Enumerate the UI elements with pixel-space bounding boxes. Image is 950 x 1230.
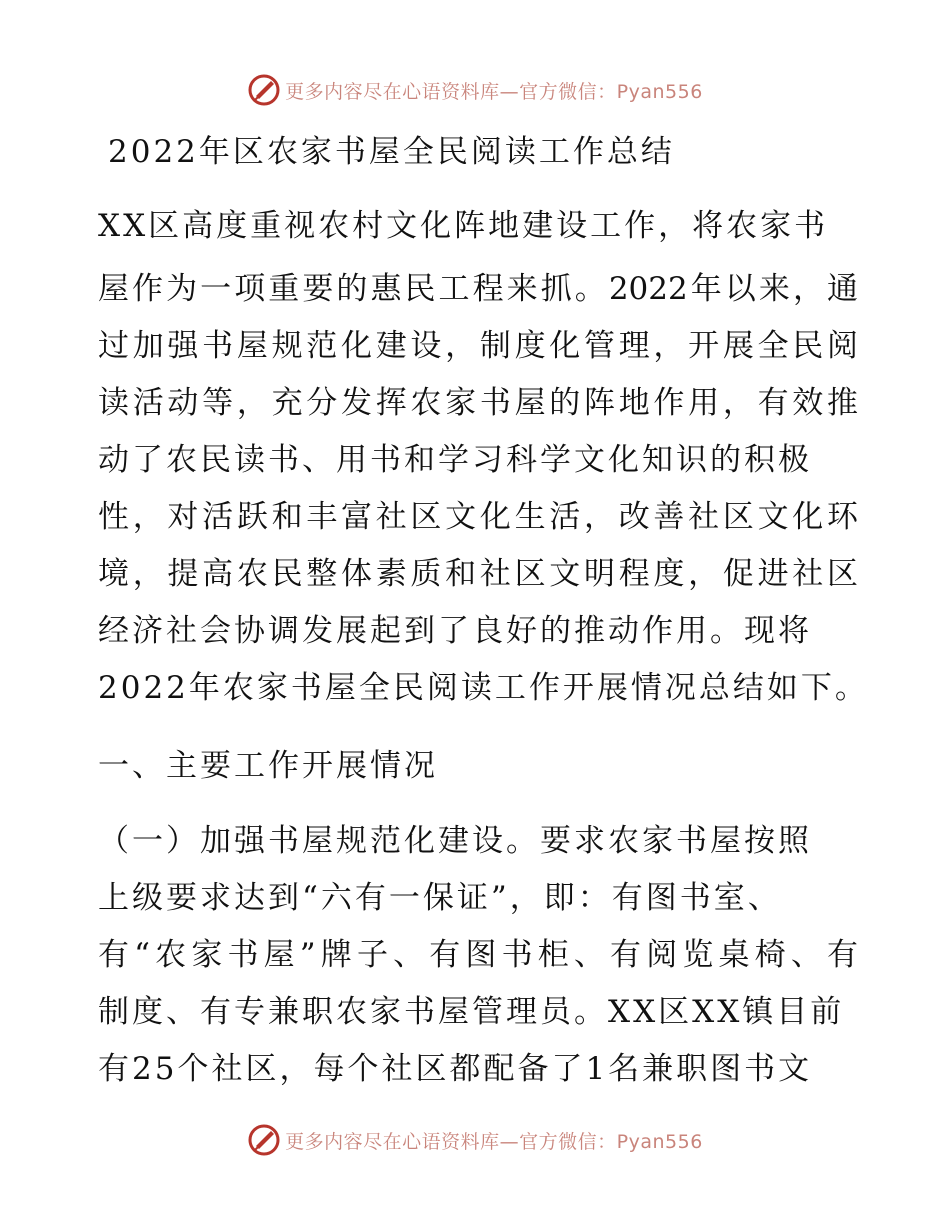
intro-line: 经济社会协调发展起到了良好的推动作用。现将 bbox=[98, 613, 812, 649]
watermark-text: 更多内容尽在心语资料库—官方微信：Pyan556 bbox=[285, 80, 703, 103]
red-seal-logo-icon bbox=[247, 73, 281, 107]
body-line: 制度、有专兼职农家书屋管理员。XX区XX镇目前 bbox=[98, 994, 845, 1030]
watermark-footer bbox=[0, 1120, 950, 1160]
watermark-header bbox=[0, 70, 950, 110]
body-line: 有25个社区，每个社区都配备了1名兼职图书文 bbox=[98, 1051, 813, 1087]
section-heading: 一、主要工作开展情况 bbox=[98, 748, 438, 784]
watermark-text: 更多内容尽在心语资料库—官方微信：Pyan556 bbox=[285, 1130, 703, 1153]
red-seal-logo-icon bbox=[247, 1123, 281, 1157]
intro-line: 屋作为一项重要的惠民工程来抓。2022年以来，通 bbox=[98, 271, 858, 307]
body-line: 有“农家书屋”牌子、有图书柜、有阅览桌椅、有 bbox=[98, 937, 858, 973]
intro-line: 境，提高农民整体素质和社区文明程度，促进社区 bbox=[98, 556, 858, 592]
body-line: （一）加强书屋规范化建设。要求农家书屋按照 bbox=[98, 823, 812, 859]
body-line: 上级要求达到“六有一保证”，即：有图书室、 bbox=[98, 880, 782, 916]
intro-line: 动了农民读书、用书和学习科学文化知识的积极 bbox=[98, 442, 812, 478]
intro-line: 读活动等，充分发挥农家书屋的阵地作用，有效推 bbox=[98, 385, 858, 421]
intro-line: 性，对活跃和丰富社区文化生活，改善社区文化环 bbox=[98, 499, 858, 535]
intro-line: 2022年农家书屋全民阅读工作开展情况总结如下。 bbox=[98, 670, 869, 706]
intro-line: 过加强书屋规范化建设，制度化管理，开展全民阅 bbox=[98, 328, 858, 364]
document-title: 2022年区农家书屋全民阅读工作总结 bbox=[108, 134, 675, 170]
intro-line: XX区高度重视农村文化阵地建设工作，将农家书 bbox=[98, 208, 829, 244]
